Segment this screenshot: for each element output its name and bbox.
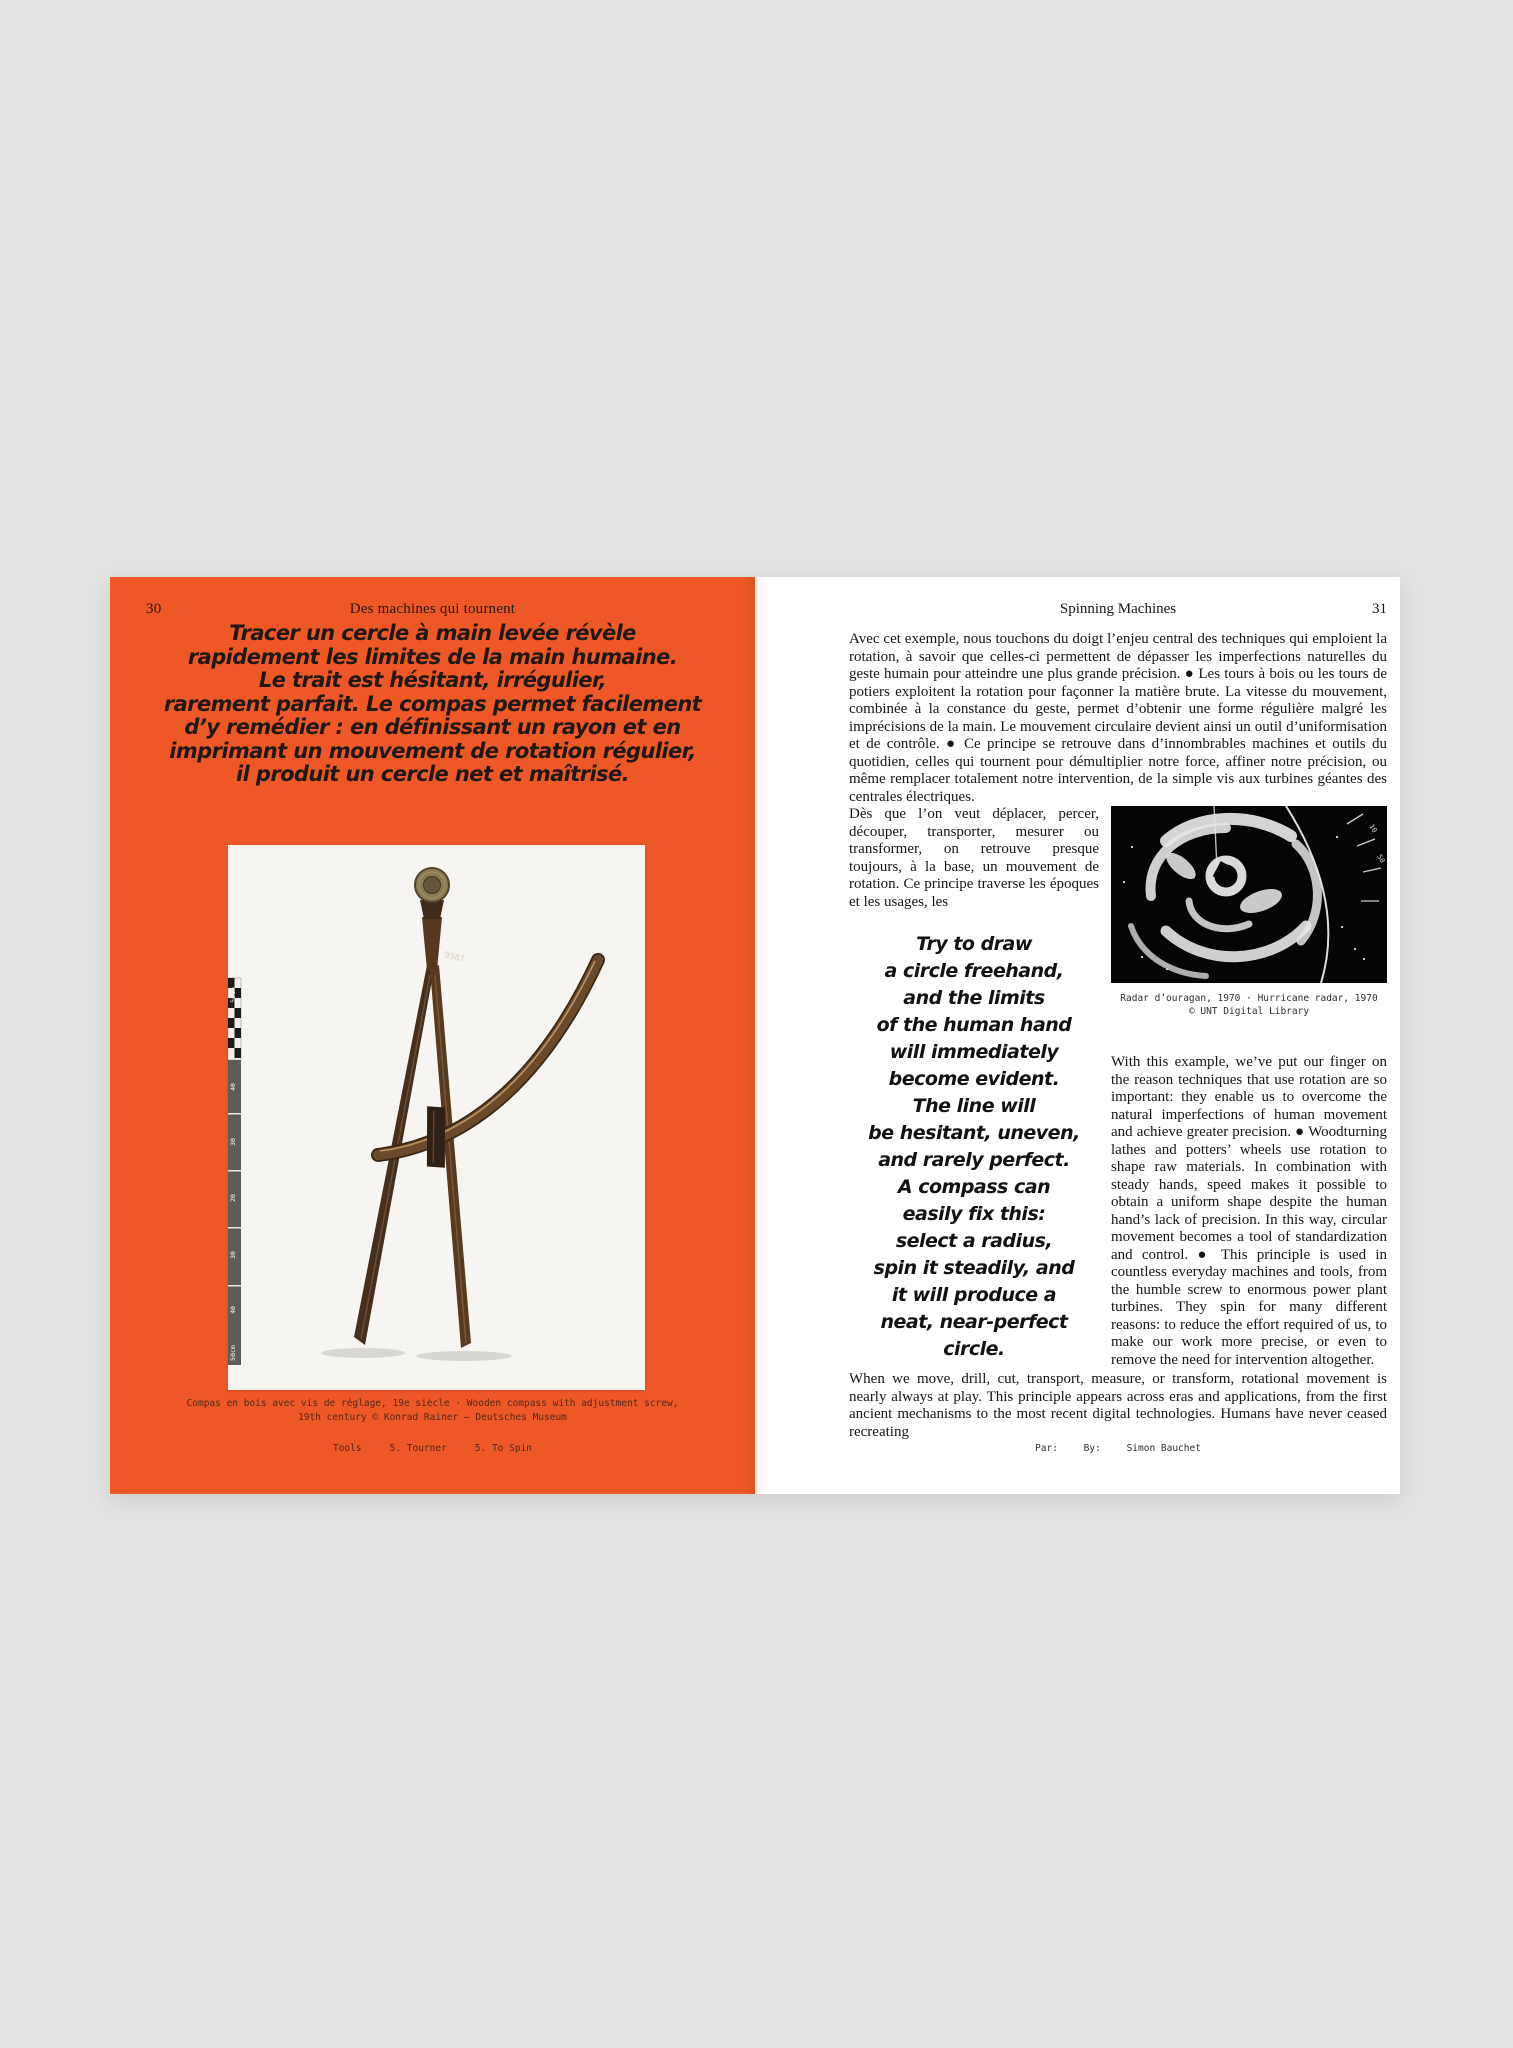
radar-photo xyxy=(1111,806,1387,983)
hurricane-radar-illustration xyxy=(1111,806,1387,983)
scale-label: 50cm xyxy=(229,1345,237,1361)
left-page xyxy=(110,577,755,1494)
quote-line: become evident. xyxy=(888,1068,1060,1090)
compass-illustration xyxy=(228,845,645,1390)
compass-photo xyxy=(228,845,645,1390)
right-column xyxy=(1111,806,1387,1369)
quote-line: a circle freehand, xyxy=(884,960,1064,982)
quote-line: spin it steadily, and xyxy=(873,1257,1075,1279)
quote-line: The line will xyxy=(912,1095,1036,1117)
intro-paragraph-fr: Avec cet exemple, nous touchons du doigt l’enjeu central des techniques qui emploient la rotation, à savoir que celles-ci permettent de dépasser les imperfections naturelles du geste humain pour atteindre une plus grande précision. ● Les tours à bois ou les tours de potiers exploitent la rotation pour façonner la matière brute. La vitesse du mouvement, combinée à la constance du geste, permet d’obtenir une forme régulière malgré les imprécisions de la main. Le mouvement circulaire devient ainsi un outil d’uniformisation et de contrôle. ● Ce principe se retrouve dans d’innombrables machines et outils du quotidien, celles qui tournent pour démultiplier notre force, affiner notre précision, ou même remplacer totalement notre intervention, de la simple vis aux turbines géantes des centrales électriques. xyxy=(849,631,1387,805)
radar-dial-number: 10 xyxy=(1367,822,1379,835)
two-column-section xyxy=(849,806,1387,1369)
scale-label: 40 xyxy=(229,1083,237,1091)
closing-paragraph-en: When we move, drill, cut, transport, measure, or transform, rotational movement is nearly always at play. This principle appears across eras and applications, from the first ancient mechanisms to the most recent digital technologies. Humans have never ceased recreating xyxy=(849,1371,1387,1440)
right-page-number: 31 xyxy=(1372,601,1387,617)
left-page-header xyxy=(110,601,755,618)
footer-item: Tools xyxy=(332,1443,362,1454)
scale-label: 40 xyxy=(229,1306,237,1314)
french-headline xyxy=(110,622,755,787)
quote-line: Try to draw xyxy=(916,933,1032,955)
headline-line: rapidement les limites de la main humaine. xyxy=(187,644,678,669)
book-spread xyxy=(110,577,1400,1494)
quote-line: select a radius, xyxy=(895,1230,1053,1252)
left-running-title: Des machines qui tournent xyxy=(349,601,516,617)
scale-label: 50cm xyxy=(229,987,237,1003)
headline-line: d’y remédier : en définissant un rayon et en xyxy=(184,715,681,739)
headline-line: Tracer un cercle à main levée révèle xyxy=(229,621,636,645)
quote-line: A compass can xyxy=(897,1176,1051,1198)
compass-caption-line1: Compas en bois avec vis de réglage, 19e siècle · Wooden compass with adjustment screw, xyxy=(186,1398,679,1409)
right-page-header xyxy=(849,601,1387,618)
quote-line: easily fix this: xyxy=(902,1203,1046,1225)
scale-ruler xyxy=(228,978,241,1365)
left-page-number: 30 xyxy=(146,601,162,617)
quote-line: of the human hand xyxy=(876,1014,1072,1036)
compass-caption-line2: 19th century © Konrad Rainer – Deutsches Museum xyxy=(298,1411,567,1423)
right-page-content xyxy=(849,631,1387,1441)
compass-caption xyxy=(110,1397,755,1424)
radar-caption xyxy=(1111,992,1387,1018)
artifact-number: 9587 xyxy=(443,950,466,965)
quote-line: and rarely perfect. xyxy=(878,1149,1070,1171)
right-footer xyxy=(849,1443,1387,1454)
scale-label: 20 xyxy=(229,1194,237,1202)
quote-line: will immediately xyxy=(889,1041,1059,1063)
radar-caption-line1: Radar d’ouragan, 1970 · Hurricane radar, 1970 xyxy=(1120,993,1378,1004)
left-footer xyxy=(110,1443,755,1454)
scale-label: 30 xyxy=(229,1251,237,1259)
headline-line: rarement parfait. Le compas permet facilement xyxy=(163,691,702,716)
footer-item: 5. To Spin xyxy=(474,1443,532,1454)
footer-par-label: Par: xyxy=(1035,1443,1058,1454)
headline-line: imprimant un mouvement de rotation régulier, xyxy=(169,738,696,763)
body-paragraph-en: With this example, we’ve put our finger on the reason techniques that use rotation are so important: they enable us to overcome the natural imperfections of human movement and achieve greater precision. ● Woodturning lathes and potters’ wheels use rotation to shape raw materials. In combination with steady hands, speed makes it possible to obtain a uniform shape despite the human hand’s lack of precision. In this way, circular movement becomes a tool of standardization and control. ● This principle is used in countless everyday machines and tools, from the humble screw to enormous power plant turbines. They spin for many different reasons: to reduce the effort required of us, to make our work more precise, or even to remove the need for intervention altogether. xyxy=(1111,1054,1387,1368)
quote-line: be hesitant, uneven, xyxy=(868,1122,1080,1144)
english-quote xyxy=(849,931,1099,1363)
footer-by-label: By: xyxy=(1083,1443,1101,1454)
footer-item: 5. Tourner xyxy=(389,1443,447,1454)
radar-dial-number: 50 xyxy=(1375,853,1387,865)
quote-line: neat, near-perfect xyxy=(880,1311,1068,1333)
headline-line: Le trait est hésitant, irrégulier, xyxy=(258,668,607,692)
left-column xyxy=(849,806,1099,1369)
radar-caption-line2: © UNT Digital Library xyxy=(1188,1006,1310,1017)
footer-author: Simon Bauchet xyxy=(1126,1443,1201,1454)
quote-line: it will produce a xyxy=(891,1284,1057,1306)
scale-label: 30 xyxy=(229,1138,237,1146)
quote-line: circle. xyxy=(943,1338,1005,1360)
right-page xyxy=(755,577,1400,1494)
right-running-title: Spinning Machines xyxy=(1059,601,1177,617)
headline-line: il produit un cercle net et maîtrisé. xyxy=(235,762,629,786)
quote-line: and the limits xyxy=(903,987,1045,1009)
continuation-paragraph-fr: Dès que l’on veut déplacer, percer, découper, transporter, mesurer ou transformer, on retrouve presque toujours, à la base, un mouvement de rotation. Ce principe traverse les époques et les usages, les xyxy=(849,806,1099,910)
